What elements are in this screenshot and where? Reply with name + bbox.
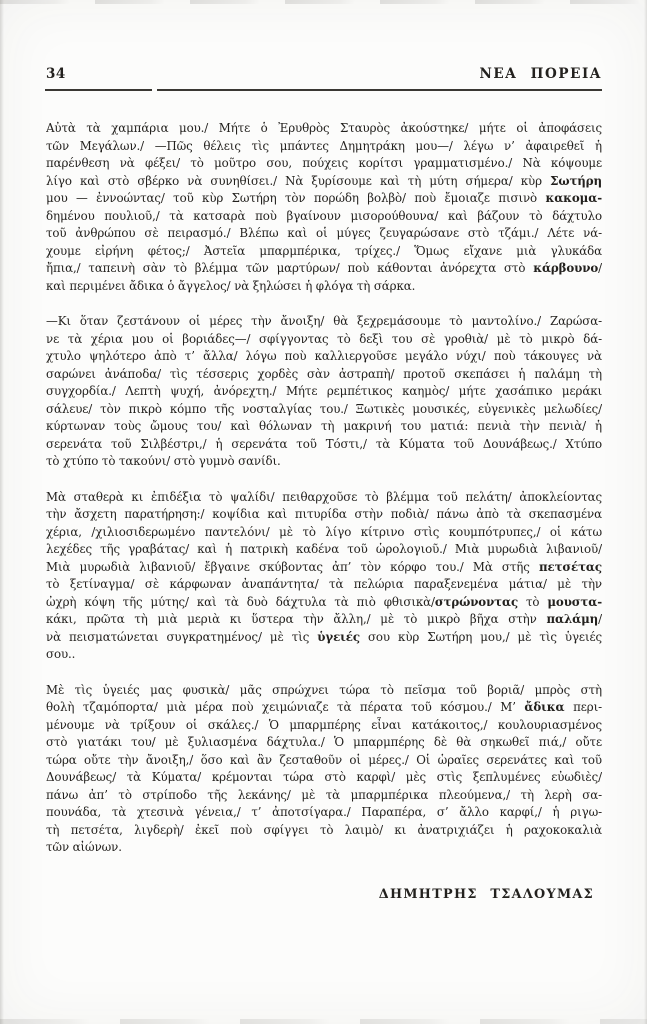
text-line: πάνω ἀπ’ τὸ στρίποδο τῆς λεκάνης/ μὲ τὰ μπαρμπέρικα πλεούμενα,/ τὴ λερὴ σα- <box>46 787 602 802</box>
text-line: τῶν αἰώνων. <box>46 840 122 854</box>
text-line: τὸ χτύπο τὸ τακούνι/ στὸ γυμνὸ σανίδι. <box>46 454 281 468</box>
text-line: ἤπια,/ ταπεινὴ σὰν τὸ βλέμμα τῶν μαρτύρων/ ποὺ κάθονται ἀνόρεχτα στὸ κάρβουνο/ <box>46 261 602 275</box>
text-line: καὶ περιμένει ἄδικα ὁ ἄγγελος/ νὰ ξηλώσει ἡ φλόγα τὴ σάρκα. <box>46 278 416 293</box>
text-line: δημένου πουλιοῦ,/ τὰ κατσαρὰ ποὺ βγαίνουν μισορούθουνα/ καὶ βάζουν τὸ δάχτυλο <box>46 208 602 223</box>
text-line: —Κι ὅταν ζεστάνουν οἱ μέρες τὴν ἄνοιξη/ θὰ ξεχρεμάσουμε τὸ μαντολίνο./ Ζαρώσα- <box>46 314 602 328</box>
text-line: τῶν Μεγάλων./ —Πῶς θέλεις τὶς μπάντες Δημητράκη μου—/ λέγω ν’ ἀφαιρεθεῖ ἡ <box>46 138 602 153</box>
text-line: χουμε εἰρήνη φέτος;/ Ἀστεῖα μπαρμπέρικα, τρίχες./ Ὅμως εἴχανε μιὰ γλυκάδα <box>46 243 602 258</box>
scan-artifact-left <box>0 0 4 1024</box>
text-line: νε τὰ χέρια μου οἱ βοριάδες—/ σφίγγοντας τὸ δεξὶ του σὲ γροθιὰ/ μὲ τὸ μικρὸ δά- <box>46 331 602 346</box>
text-line: τώρα οὔτε τὴν ἄνοιξη,/ ὅσο καὶ ἂν ζεσταθοῦν οἱ μέρες./ Οἱ ὡραῖες σερενάτες καὶ τοῦ <box>46 752 602 767</box>
text-line: Μὲ τὶς ὑγειές μας φυσικὰ/ μᾶς σπρώχνει τώρα τὸ πεῖσμα τοῦ βοριᾶ/ μπρὸς στὴ <box>46 682 602 697</box>
text-line: Αὐτὰ τὰ χαμπάρια μου./ Μήτε ὁ Ἐρυθρὸς Σταυρὸς ἀκούστηκε/ μήτε οἱ ἀποφάσεις <box>46 121 602 135</box>
scan-artifact-bottom <box>0 1019 647 1024</box>
text-line: ὠχρὴ κόψη τῆς μύτης/ καὶ τὰ δυὸ δάχτυλα τὰ πιὸ φθισικὰ/στρώνοντας τὸ μουστα- <box>46 594 602 609</box>
author-signature: ΔΗΜΗΤΡΗΣ ΤΣΑΛΟΥΜΑΣ <box>378 886 594 902</box>
page-header <box>46 66 602 82</box>
header-rule-right-segment <box>157 89 602 91</box>
text-line: θολὴ τζαμόπορτα/ μιὰ μέρα ποὺ χειμώνιαζε τὰ πέρατα τοῦ κόσμου./ Μ’ ἄδικα περι- <box>46 700 602 714</box>
text-line: χτυλο ψηλότερο ἀπὸ τ’ ἄλλα/ λόγω ποὺ καλλιεργοῦσε μεγάλο νύχι/ ποὺ τάκουγες νὰ <box>46 349 602 363</box>
journal-title: ΝΕΑ ΠΟΡΕΙΑ <box>479 66 602 82</box>
header-rule-left-segment <box>45 89 152 91</box>
text-line: μου — ἐννοώντας/ τοῦ κὺρ Σωτήρη τὸν πορώδη βολβὸ/ ποὺ ἔμοιαζε πισινὸ κακομα- <box>46 191 602 205</box>
text-line: Δουνάβεως/ τὰ Κύματα/ κρέμονται τώρα στὸ καρφὶ/ μὲς στὶς ξεπλυμένες εὐωδιὲς/ <box>46 770 602 784</box>
text-line: μένουμε νὰ τρίξουν οἱ σκάλες./ Ὁ μπαρμπέρης εἶναι κατάκοιτος,/ κουλουριασμένος <box>46 717 602 732</box>
text-line: τὴν ἄσχετη παρατήρηση:/ κοψίδια καὶ πιτυρίδα στὴν ποδιὰ/ πάνω ἀπὸ τὰ σκεπασμένα <box>46 507 602 521</box>
text-line: συγχορδία./ Λεπτὴ ψυχή, ἀνόρεχτη./ Μήτε ρεμπέτικος καημὸς/ μήτε χασάπικο μεράκι <box>46 384 602 398</box>
text-line: Μιὰ μυρωδιὰ λιβανιοῦ/ ἔβγαινε σκύβοντας ἀπ’ τὸν κόρφο του./ Μὰ στῆς πετσέτας <box>46 559 602 574</box>
paragraph <box>46 489 602 664</box>
paragraph <box>46 682 602 857</box>
text-line: στὸ γιατάκι του/ μὲ ξυλιασμένα δάχτυλα./ Ὁ μπαρμπέρης δὲ θὰ σηκωθεῖ πιά,/ οὔτε <box>46 735 602 749</box>
paragraph <box>46 120 602 295</box>
text-line: λεχέδες τῆς γραβάτας/ καὶ ἡ πατρικὴ καδένα τοῦ ὡρολογιοῦ./ Μιὰ μυρωδιὰ λιβανιοῦ/ <box>46 542 602 556</box>
text-line: σάλευε/ τὸν πικρὸ κόμπο τῆς νοσταλγίας του./ Ξωτικὲς μουσικές, εὐγενικὲς μελωδίες/ <box>46 401 602 416</box>
text-line: νὰ πεισματώνεται συγκρατημένος/ μὲ τὶς ὑγειές σου κὺρ Σωτήρη μου,/ μὲ τὶς ὑγειές <box>46 629 602 644</box>
text-line: σερενάτα τοῦ Σιλβέστρι,/ ἡ σερενάτα τοῦ Τόστι,/ τὰ Κύματα τοῦ Δουνάβεως./ Χτύπο <box>46 436 602 451</box>
text-line: παρένθεση νὰ φέξει/ τὸ μοῦτρο σου, πούχεις κορίτσι γραμματισμένο./ Νὰ κόψουμε <box>46 156 602 170</box>
page-number: 34 <box>46 66 66 82</box>
paragraph <box>46 313 602 471</box>
text-line: χέρια, /χιλιοσιδερωμένο παντελόνι/ μὲ τὸ λίγο κίτρινο στὶς κουμπότρυπες,/ οἱ κάτω <box>46 524 602 539</box>
text-line: πουνάδα, τὰ χτεσινὰ γένεια,/ τ’ ἀποτσίγαρα./ Παραπέρα, σ’ ἄλλο καρφί,/ ἡ ριγω- <box>46 805 602 819</box>
text-line: σου.. <box>46 647 76 661</box>
scan-artifact-top <box>0 0 647 4</box>
text-line: λίγο καὶ στὸ σβέρκο νὰ συνηθίσει./ Νὰ ξυρίσουμε καὶ τὴ μύτη σήμερα/ κὺρ Σωτήρη <box>46 173 602 188</box>
text-block <box>46 120 602 903</box>
text-line: τοῦ ἀνθρώπου σὲ πειρασμό./ Βλέπω καὶ οἱ μύγες ζευγαρώσανε στὸ τζάμι./ Λέτε νά- <box>46 226 602 240</box>
text-line: κάκι, πρῶτα τὴ μιὰ μεριὰ κι ὕστερα τὴν ἄλλη,/ μὲ τὸ μικρὸ βῆχα στὴν παλάμη/ <box>46 612 602 626</box>
text-line: τὸ ξετίναγμα/ σὲ κάρφωναν ἀναπάντητα/ τὰ πελώρια παραξενεμένα μάτια/ μὲ τὴν <box>46 577 602 591</box>
text-line: τὴ πετσέτα, λιγδερὴ/ ἐκεῖ ποὺ σφίγγει τὸ λαιμὸ/ κι ἀνατριχιάζει ἡ ραχοκοκαλιὰ <box>46 822 602 837</box>
text-line: Μὰ σταθερὰ κι ἐπιδέξια τὸ ψαλίδι/ πειθαρχοῦσε τὸ βλέμμα τοῦ πελάτη/ ἀποκλείοντας <box>46 489 602 504</box>
text-line: σαρώνει ἀνάποδα/ τὶς τέσσερις χορδὲς σὰν ἀστραπὴ/ προτοῦ σκεπάσει ἡ παλάμη τὴ <box>46 366 602 381</box>
text-line: κύρτωναν τοὺς ὤμους του/ καὶ θόλωναν τὴ μακρινή του ματιά: πενιὰ τὴν πενιὰ/ ἡ <box>46 419 602 433</box>
